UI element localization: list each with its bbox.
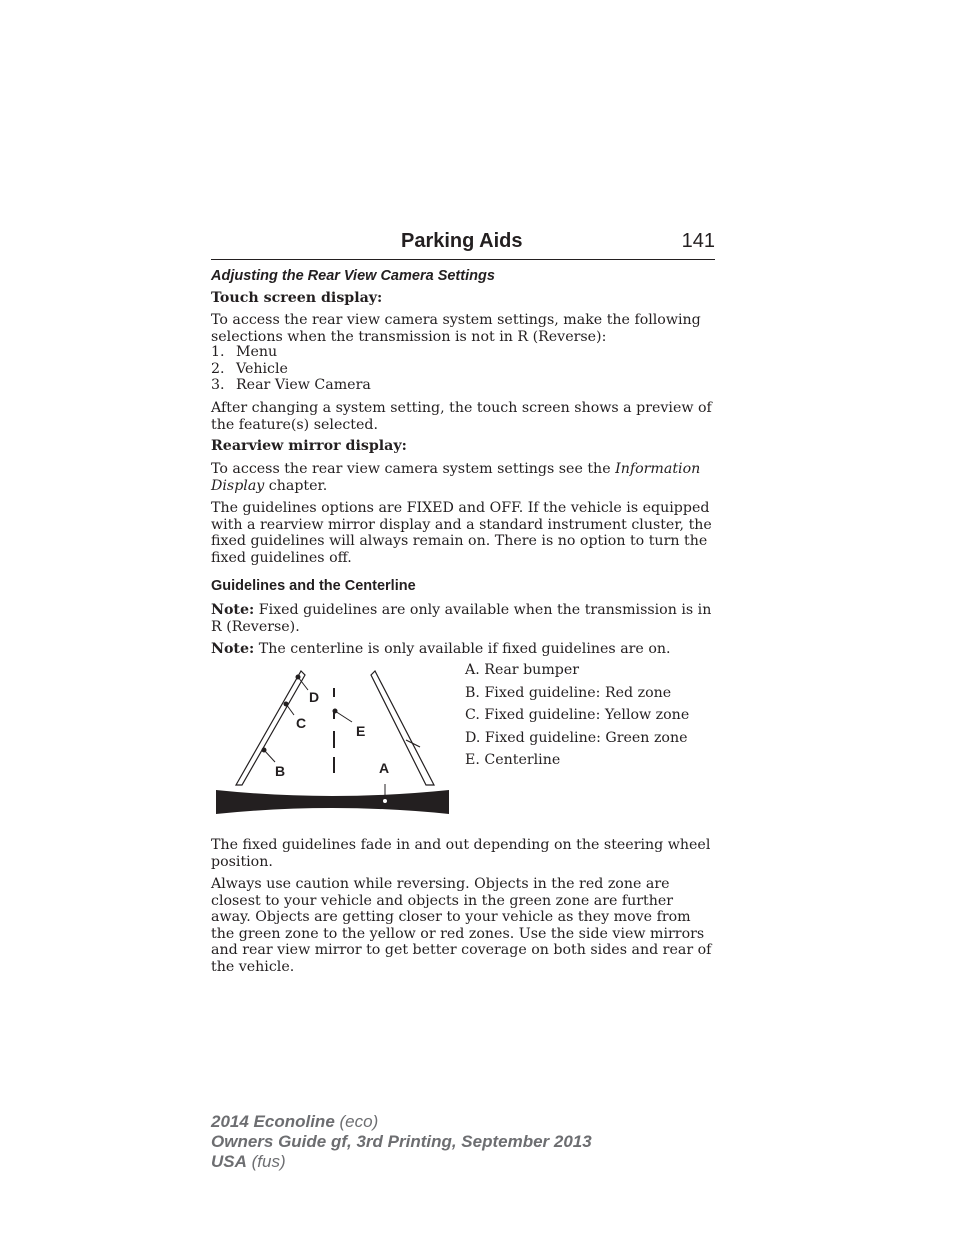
mirror-display-text: To access the rear view camera system settings see the Information Display chapter.: [211, 461, 701, 494]
label-e: E: [356, 723, 366, 739]
legend-item: E. Centerline: [465, 752, 561, 768]
list-item: 3. Rear View Camera: [211, 377, 371, 393]
page-number: 141: [681, 230, 715, 252]
chapter-reference: Information Display: [211, 461, 701, 494]
after-change-text: After changing a system setting, the touch screen shows a preview of the feature(s) selected.: [211, 400, 712, 433]
footer-guide: Owners Guide gf, 3rd Printing, September 2013: [211, 1132, 592, 1151]
note-1: Note: Fixed guidelines are only available when the transmission is in R (Reverse).: [211, 602, 712, 635]
label-a: A: [379, 760, 390, 776]
steps-list: [211, 344, 715, 394]
note-2: Note: The centerline is only available if fixed guidelines are on.: [211, 641, 671, 657]
label-b: B: [275, 763, 286, 779]
list-item: 2. Vehicle: [211, 360, 288, 377]
chapter-title: Parking Aids: [401, 230, 523, 252]
label-d: D: [309, 689, 320, 705]
footer-model: 2014 Econoline: [211, 1112, 335, 1131]
page-footer: 2014 Econoline (eco) Owners Guide gf, 3rd Printing, September 2013 USA (fus): [211, 1112, 592, 1171]
page-header: [211, 229, 715, 260]
caution-text: Always use caution while reversing. Objects in the red zone are closest to your vehicle and objects in the green zone are further away. Objects are getting closer to your vehicle as they move from the green zone to the yellow or red zones. Use the side view mirrors and rear view mirror to get better coverage on both sides and rear of the vehicle.: [211, 876, 712, 975]
touch-screen-label: Touch screen display:: [211, 290, 383, 306]
list-item: 1. Menu: [211, 344, 278, 360]
footer-region: USA: [211, 1152, 247, 1171]
legend-item: B. Fixed guideline: Red zone: [465, 684, 672, 701]
touch-screen-text: To access the rear view camera system settings, make the following selections when the transmission is not in R (Reverse):: [211, 312, 701, 345]
guidelines-options-text: The guidelines options are FIXED and OFF. If the vehicle is equipped with a rearview mirror display and a standard instrument cluster, the fixed guidelines will always remain on. There is no option to turn the fixed guidelines off.: [211, 500, 712, 566]
label-c: C: [296, 715, 307, 731]
legend-item: A. Rear bumper: [465, 662, 580, 678]
legend-item: D. Fixed guideline: Green zone: [465, 729, 688, 746]
fade-text: The fixed guidelines fade in and out depending on the steering wheel position.: [211, 837, 711, 870]
mirror-display-label: Rearview mirror display:: [211, 438, 407, 454]
guidelines-heading: Guidelines and the Centerline: [211, 578, 416, 594]
legend-item: C. Fixed guideline: Yellow zone: [465, 707, 690, 723]
figure-legend: [465, 662, 689, 775]
rear-camera-guidelines-figure: [214, 664, 452, 818]
section-heading: Adjusting the Rear View Camera Settings: [211, 268, 495, 284]
